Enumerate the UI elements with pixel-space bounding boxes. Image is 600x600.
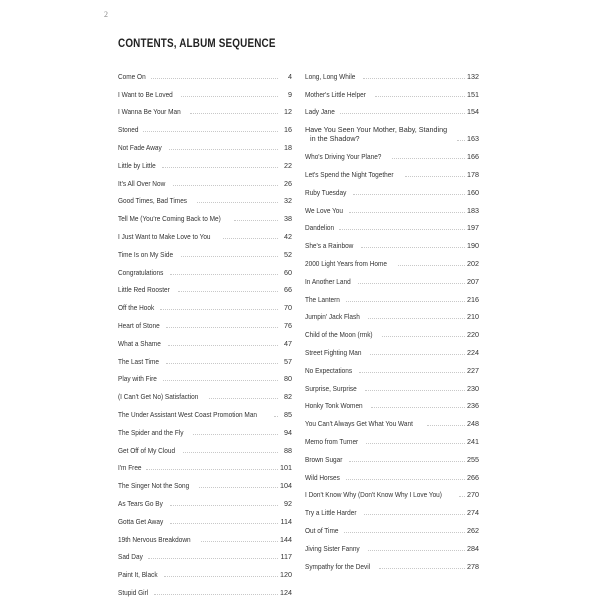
toc-entry-title: Congratulations — [118, 267, 164, 277]
toc-entry[interactable] — [305, 499, 479, 517]
dot-leader — [339, 228, 465, 230]
toc-entry[interactable] — [305, 517, 479, 535]
toc-entry[interactable] — [305, 410, 479, 428]
toc-entry-title: Gotta Get Away — [118, 516, 164, 526]
toc-entry-page-number: 144 — [280, 534, 292, 544]
toc-entry[interactable] — [118, 561, 292, 579]
dot-leader — [370, 353, 465, 355]
toc-entry-page-number: 284 — [467, 543, 479, 553]
toc-entry[interactable] — [118, 419, 292, 437]
toc-entry-page-number: 160 — [467, 187, 479, 197]
toc-entry-title: Sympathy for the Devil — [305, 561, 371, 571]
toc-entry-title: As Tears Go By — [118, 498, 163, 508]
toc-entry-title: (I Can't Get No) Satisfaction — [118, 392, 199, 402]
toc-entry-page-number: 117 — [278, 552, 292, 561]
toc-entry[interactable] — [305, 321, 479, 339]
toc-entry-page-number: 114 — [278, 517, 292, 526]
toc-entry-page-number: 216 — [467, 294, 479, 304]
dot-leader — [363, 77, 465, 79]
toc-entry[interactable] — [118, 472, 292, 490]
dot-leader — [201, 540, 278, 542]
toc-entry-page-number: 22 — [278, 161, 292, 170]
toc-entry-page-number: 266 — [467, 472, 479, 482]
dot-leader — [151, 77, 278, 79]
toc-entry-title: Lady Jane — [305, 107, 335, 117]
toc-entry-page-number: 88 — [278, 446, 292, 455]
toc-entry-page-number: 220 — [467, 330, 479, 340]
toc-entry-page-number: 4 — [278, 72, 292, 81]
toc-entry-page-number: 52 — [278, 250, 292, 259]
dot-leader — [181, 95, 278, 97]
toc-entry[interactable] — [118, 401, 292, 419]
toc-entry[interactable] — [305, 304, 479, 322]
toc-entry[interactable] — [305, 482, 479, 500]
dot-leader — [170, 504, 278, 506]
dot-leader — [181, 255, 278, 257]
toc-entry[interactable] — [118, 544, 292, 562]
toc-entry-title: The Lantern — [305, 294, 340, 304]
toc-entry-page-number: 255 — [467, 454, 479, 464]
toc-entry-page-number: 120 — [280, 570, 292, 580]
toc-entry[interactable] — [305, 232, 479, 250]
toc-entry-title: Time Is on My Side — [118, 249, 174, 259]
toc-entry[interactable] — [305, 286, 479, 304]
dot-leader — [349, 460, 465, 462]
toc-entry-title: Little by Little — [118, 160, 156, 170]
toc-entry-title: Memo from Turner — [305, 436, 359, 446]
dot-leader — [234, 219, 278, 221]
toc-entry-title: The Spider and the Fly — [118, 427, 184, 437]
toc-entry[interactable] — [118, 455, 292, 473]
dot-leader — [346, 300, 465, 302]
dot-leader — [143, 130, 278, 132]
toc-entry[interactable] — [305, 553, 479, 571]
dot-leader — [170, 522, 278, 524]
toc-entry-page-number: 224 — [467, 347, 479, 357]
dot-leader — [193, 433, 278, 435]
toc-entry-title: Child of the Moon (rmk) — [305, 330, 373, 340]
dot-leader — [392, 157, 465, 159]
toc-entry[interactable] — [305, 81, 479, 99]
contents-column-left — [118, 63, 292, 597]
toc-entry-page-number: 92 — [278, 499, 292, 508]
toc-entry-page-number: 47 — [278, 339, 292, 348]
toc-entry-title: Dandelion — [305, 223, 335, 233]
toc-entry-title: Come On — [118, 71, 146, 81]
dot-leader — [371, 406, 465, 408]
dot-leader — [353, 193, 465, 195]
toc-entry-page-number: 227 — [467, 365, 479, 375]
dot-leader — [368, 549, 465, 551]
toc-entry[interactable] — [118, 188, 292, 206]
toc-entry-title: Ruby Tuesday — [305, 187, 347, 197]
dot-leader — [178, 290, 278, 292]
dot-leader — [199, 486, 278, 488]
toc-entry-title: I Just Want to Make Love to You — [118, 231, 211, 241]
dot-leader — [361, 246, 465, 248]
dot-leader — [344, 531, 465, 533]
toc-entry[interactable] — [305, 464, 479, 482]
toc-entry-page-number: 104 — [280, 481, 292, 491]
toc-entry-title: Play with Fire — [118, 374, 157, 384]
toc-entry-page-number: 38 — [278, 214, 292, 223]
toc-entry[interactable] — [305, 393, 479, 411]
toc-entry-page-number: 18 — [278, 143, 292, 152]
toc-entry[interactable] — [305, 215, 479, 233]
dot-leader — [166, 326, 278, 328]
toc-entry-title: Wild Horses — [305, 472, 340, 482]
toc-entry-title: 19th Nervous Breakdown — [118, 534, 191, 544]
toc-entry-title: No Expectations — [305, 365, 353, 375]
toc-entry[interactable] — [118, 170, 292, 188]
dot-leader — [366, 442, 465, 444]
toc-entry-page-number: 163 — [467, 134, 479, 144]
dot-leader — [457, 139, 465, 141]
toc-entry-page-number: 178 — [467, 169, 479, 179]
toc-entry[interactable] — [118, 294, 292, 312]
dot-leader — [154, 593, 278, 595]
toc-entry-page-number: 60 — [278, 268, 292, 277]
toc-entry-title-line1: Have You Seen Your Mother, Baby, Standing — [305, 125, 448, 135]
toc-entry-page-number: 82 — [278, 392, 292, 401]
toc-entry-title: Not Fade Away — [118, 142, 162, 152]
toc-entry[interactable] — [118, 63, 292, 81]
toc-entry[interactable] — [305, 375, 479, 393]
toc-entry-title: Street Fighting Man — [305, 347, 362, 357]
toc-entry[interactable] — [305, 446, 479, 464]
toc-entry-title: She's a Rainbow — [305, 241, 354, 251]
toc-entry-page-number: 202 — [467, 258, 479, 268]
page-number: 2 — [104, 10, 108, 19]
toc-entry-title: In Another Land — [305, 276, 351, 286]
toc-entry-title: Jiving Sister Fanny — [305, 543, 360, 553]
dot-leader — [364, 513, 465, 515]
toc-entry-page-number: 154 — [467, 107, 479, 117]
page-title: CONTENTS, ALBUM SEQUENCE — [118, 38, 276, 50]
toc-entry-page-number: 76 — [278, 321, 292, 330]
toc-entry[interactable] — [305, 268, 479, 286]
toc-entry-title: Jumpin' Jack Flash — [305, 312, 360, 322]
toc-entry[interactable] — [118, 134, 292, 152]
dot-leader — [368, 317, 465, 319]
dot-leader — [398, 264, 465, 266]
dot-leader — [197, 201, 278, 203]
toc-entry-title: I'm Free — [118, 463, 142, 473]
toc-entry-page-number: 124 — [280, 587, 292, 597]
toc-entry[interactable] — [305, 161, 479, 179]
dot-leader — [164, 575, 278, 577]
toc-entry-title: Tell Me (You're Coming Back to Me) — [118, 214, 221, 224]
toc-entry-page-number: 274 — [467, 508, 479, 518]
dot-leader — [183, 451, 278, 453]
toc-entry-title: You Can't Always Get What You Want — [305, 419, 413, 429]
toc-entry-title: Long, Long While — [305, 71, 356, 81]
toc-entry-page-number: 278 — [467, 561, 479, 571]
toc-entry-page-number: 57 — [278, 357, 292, 366]
toc-entry-page-number: 270 — [467, 490, 479, 500]
toc-entry-title: Sad Day — [118, 552, 143, 562]
toc-entry[interactable] — [305, 535, 479, 553]
toc-entry[interactable] — [305, 197, 479, 215]
toc-entry[interactable] — [305, 250, 479, 268]
toc-entry-page-number: 80 — [278, 374, 292, 383]
toc-entry[interactable] — [305, 179, 479, 197]
toc-entry-title: We Love You — [305, 205, 344, 215]
toc-entry-title: The Singer Not the Song — [118, 481, 190, 491]
contents-column-right — [305, 63, 479, 571]
toc-entry-title: Little Red Rooster — [118, 285, 170, 295]
dot-leader — [166, 362, 278, 364]
toc-entry[interactable] — [118, 205, 292, 223]
toc-entry-page-number: 207 — [467, 276, 479, 286]
toc-entry[interactable] — [118, 348, 292, 366]
dot-leader — [223, 237, 278, 239]
dot-leader — [358, 282, 465, 284]
toc-entry-title: I Don't Know Why (Don't Know Why I Love You) — [305, 490, 442, 500]
dot-leader — [405, 175, 465, 177]
toc-entry-title: 2000 Light Years from Home — [305, 258, 387, 268]
toc-entry-title: The Last Time — [118, 356, 159, 366]
toc-entry-title: Honky Tonk Women — [305, 401, 363, 411]
toc-entry-title: What a Shame — [118, 338, 161, 348]
toc-entry-title: Heart of Stone — [118, 320, 160, 330]
toc-entry-page-number: 230 — [467, 383, 479, 393]
dot-leader — [146, 468, 278, 470]
toc-entry[interactable] — [118, 383, 292, 401]
dot-leader — [162, 166, 278, 168]
dot-leader — [382, 335, 465, 337]
toc-entry-page-number: 262 — [467, 525, 479, 535]
toc-entry-title: Out of Time — [305, 525, 339, 535]
toc-entry-page-number: 241 — [467, 436, 479, 446]
toc-entry-title: Mother's Little Helper — [305, 89, 366, 99]
toc-entry-page-number: 94 — [278, 428, 292, 437]
toc-entry[interactable] — [118, 99, 292, 117]
dot-leader — [365, 389, 465, 391]
toc-entry-page-number: 101 — [280, 463, 292, 473]
toc-entry-title: I Want to Be Loved — [118, 89, 173, 99]
toc-entry-page-number: 66 — [278, 285, 292, 294]
toc-entry[interactable] — [118, 259, 292, 277]
dot-leader — [209, 397, 278, 399]
toc-entry[interactable] — [305, 428, 479, 446]
toc-entry[interactable] — [118, 81, 292, 99]
dot-leader — [346, 478, 465, 480]
toc-entry[interactable] — [118, 312, 292, 330]
toc-entry-title: Paint It, Black — [118, 570, 158, 580]
toc-entry-title: Brown Sugar — [305, 454, 343, 464]
toc-entry[interactable] — [305, 357, 479, 375]
toc-entry[interactable] — [305, 339, 479, 357]
toc-entry-page-number: 42 — [278, 232, 292, 241]
toc-entry-page-number: 85 — [278, 410, 292, 419]
toc-entry-title: Stoned — [118, 125, 139, 135]
toc-entry-page-number: 197 — [467, 223, 479, 233]
toc-entry-page-number: 132 — [467, 71, 479, 81]
toc-entry-title: Who's Driving Your Plane? — [305, 152, 382, 162]
toc-entry-page-number: 236 — [467, 401, 479, 411]
toc-entry-page-number: 26 — [278, 179, 292, 188]
dot-leader — [349, 211, 465, 213]
toc-entry-page-number: 9 — [278, 90, 292, 99]
toc-entry-title: It's All Over Now — [118, 178, 166, 188]
toc-entry[interactable] — [118, 437, 292, 455]
toc-entry-page-number: 12 — [278, 107, 292, 116]
dot-leader — [173, 184, 279, 186]
toc-entry-title — [305, 125, 457, 143]
dot-leader — [379, 567, 465, 569]
toc-entry[interactable] — [118, 508, 292, 526]
toc-entry-page-number: 248 — [467, 419, 479, 429]
toc-entry-title: The Under Assistant West Coast Promotion Man — [118, 409, 258, 419]
toc-entry-title: Stupid Girl — [118, 587, 149, 597]
dot-leader — [170, 273, 278, 275]
toc-entry-page-number: 190 — [467, 241, 479, 251]
toc-entry[interactable] — [118, 277, 292, 295]
toc-entry[interactable] — [305, 99, 479, 117]
dot-leader — [163, 379, 278, 381]
toc-entry-page-number: 183 — [467, 205, 479, 215]
dot-leader — [169, 148, 278, 150]
toc-entry-title: Good Times, Bad Times — [118, 196, 188, 206]
dot-leader — [375, 95, 465, 97]
dot-leader — [427, 424, 465, 426]
toc-entry[interactable] — [118, 116, 292, 134]
dot-leader — [148, 557, 278, 559]
toc-entry-title: Try a Little Harder — [305, 508, 357, 518]
dot-leader — [168, 344, 278, 346]
toc-entry-title: I Wanna Be Your Man — [118, 107, 181, 117]
toc-entry-page-number: 70 — [278, 303, 292, 312]
toc-entry[interactable] — [118, 490, 292, 508]
toc-entry[interactable] — [305, 116, 479, 143]
toc-entry[interactable] — [305, 63, 479, 81]
toc-entry[interactable] — [118, 223, 292, 241]
dot-leader — [359, 371, 465, 373]
toc-entry-title: Surprise, Surprise — [305, 383, 357, 393]
toc-entry[interactable] — [118, 579, 292, 597]
toc-entry[interactable] — [305, 143, 479, 161]
toc-entry-page-number: 16 — [278, 125, 292, 134]
toc-entry[interactable] — [118, 526, 292, 544]
toc-entry[interactable] — [118, 241, 292, 259]
toc-entry-title-line2: in the Shadow? — [310, 134, 360, 144]
dot-leader — [340, 112, 465, 114]
toc-entry-page-number: 210 — [467, 312, 479, 322]
toc-entry-title: Off the Hook — [118, 303, 155, 313]
toc-entry-page-number: 166 — [467, 152, 479, 162]
toc-entry-page-number: 151 — [467, 89, 479, 99]
dot-leader — [190, 112, 278, 114]
toc-entry-title: Get Off of My Cloud — [118, 445, 176, 455]
toc-entry-title: Let's Spend the Night Together — [305, 169, 394, 179]
toc-entry-page-number: 32 — [278, 196, 292, 205]
toc-entry[interactable] — [118, 152, 292, 170]
dot-leader — [160, 308, 278, 310]
toc-entry[interactable] — [118, 330, 292, 348]
toc-entry[interactable] — [118, 366, 292, 384]
